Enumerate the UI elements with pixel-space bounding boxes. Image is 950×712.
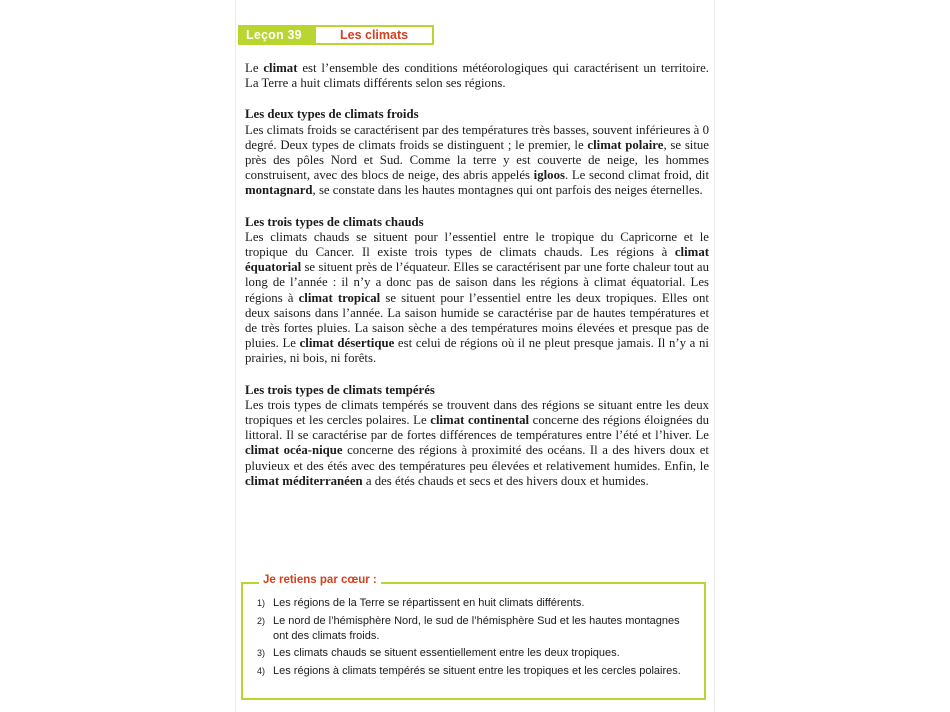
item-number: 2) bbox=[257, 615, 266, 626]
item-number: 1) bbox=[257, 598, 266, 608]
term-climat-continental: climat continental bbox=[430, 413, 530, 428]
lesson-title: Les climats bbox=[314, 25, 434, 45]
memorize-label: Je retiens par cœur : bbox=[259, 574, 381, 586]
section-paragraph-temperes: Les trois types de climats tempérés se trouvent dans des régions se situant entre les deux tropiques et les cercles polaires. Le climat continental concerne des régions éloignées du littoral. Il se caractérise par de fortes différences de températures entre l’été et l’hiver. Le climat océa-nique concerne des régions à proximité des océans. Il a des hivers doux et pluvieux et des étés avec des températures peu élevées et relativement humides. Enfin, le climat méditerranéen a des étés chauds et secs et des hivers doux et humides. bbox=[245, 397, 710, 488]
list-item bbox=[257, 664, 697, 679]
list-item bbox=[257, 646, 697, 661]
item-number: 4) bbox=[257, 666, 266, 677]
memorize-list bbox=[257, 596, 697, 682]
item-text: Les régions de la Terre se répartissent en huit climats différents. bbox=[273, 597, 585, 609]
section-heading-chauds: Les trois types de climats chauds bbox=[245, 214, 424, 229]
term-montagnard: montagnard bbox=[245, 183, 313, 198]
section-paragraph-froids: Les climats froids se caractérisent par des températures très basses, souvent inférieures à 0 degré. Deux types de climats froids se distinguent ; le premier, le climat polaire, se situe près des pôles Nord et Sud. Comme la terre y est couverte de neige, les hommes construisent, avec des blocs de neige, des abris appelés igloos. Le second climat froid, dit montagnard, se constate dans les hautes montagnes qui ont parfois des neiges éternelles. bbox=[245, 122, 709, 198]
intro-paragraph: Le climat est l’ensemble des conditions météorologiques qui caractérisent un territoire. La Terre a huit climats différents selon ses régions. bbox=[245, 61, 709, 91]
lesson-header bbox=[238, 25, 434, 45]
term-climat-polaire: climat polaire bbox=[587, 137, 664, 152]
term-climat-desertique: climat désertique bbox=[299, 336, 395, 351]
section-heading-temperes: Les trois types de climats tempérés bbox=[245, 382, 435, 397]
item-text: Le nord de l’hémisphère Nord, le sud de l’hémisphère Sud et les hautes montagnes ont des climats froids. bbox=[273, 614, 680, 642]
item-text: Les régions à climats tempérés se situent entre les tropiques et les cercles polaires. bbox=[273, 665, 681, 678]
item-number: 3) bbox=[257, 648, 266, 659]
term-climat-oceanique: climat océa-nique bbox=[245, 443, 343, 458]
term-climat-mediterraneen: climat méditerranéen bbox=[245, 473, 363, 488]
term-climat-tropical: climat tropical bbox=[298, 290, 381, 305]
lesson-number: Leçon 39 bbox=[238, 25, 314, 45]
term-igloos: igloos bbox=[533, 168, 565, 183]
section-paragraph-chauds: Les climats chauds se situent pour l’essentiel entre le tropique du Capricorne et le tropique du Cancer. Il existe trois types de climats chauds. Les régions à climat équatorial se situent près de l’équateur. Elles se caractérisent par une forte chaleur tout au long de l’année : il n’y a donc pas de saison dans les régions à climat équatorial. Les régions à climat tropical se situent pour l’essentiel entre les deux tropiques. Elles ont deux saisons dans l’année. La saison humide se caractérise par de hautes températures et de très fortes pluies. La saison sèche a des températures moins élevées et presque pas de pluies. Le climat désertique est celui de régions où il ne pleut presque jamais. Il n’y a ni prairies, ni bois, ni forêts. bbox=[245, 229, 709, 366]
section-heading-froids: Les deux types de climats froids bbox=[245, 107, 419, 122]
item-text: Les climats chauds se situent essentiellement entre les deux tropiques. bbox=[273, 647, 620, 660]
term-climat: climat bbox=[263, 61, 298, 75]
list-item bbox=[257, 614, 697, 644]
memorize-box bbox=[241, 574, 706, 700]
lesson-body bbox=[245, 61, 709, 489]
term-climat-equatorial: climat équatorial bbox=[245, 245, 709, 275]
list-item bbox=[257, 596, 697, 611]
